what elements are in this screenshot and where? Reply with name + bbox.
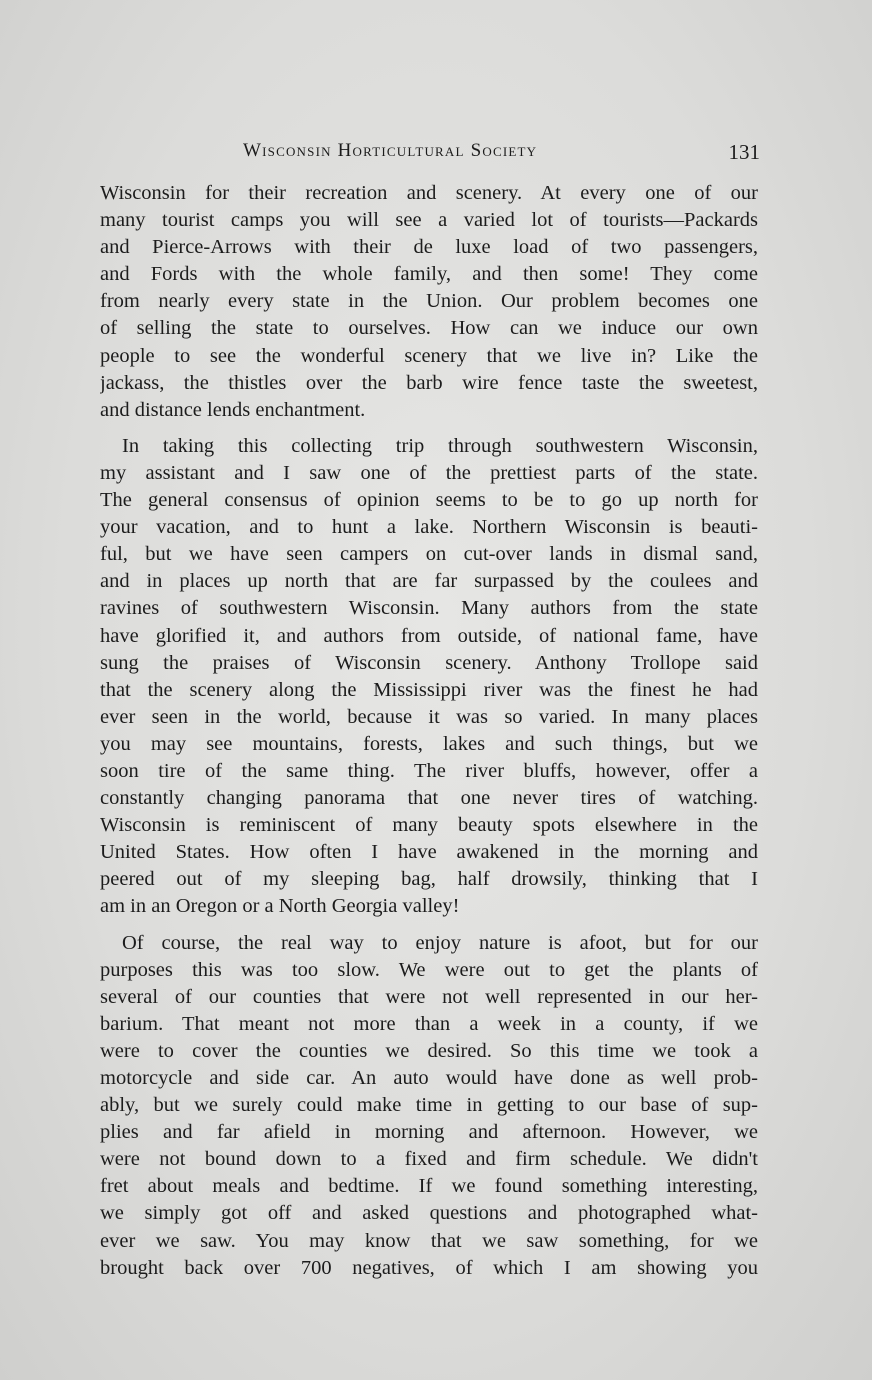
text-line: constantly changing panorama that one never tires of watching. — [100, 787, 758, 810]
paragraph-2 — [100, 433, 758, 921]
page-number: 131 — [728, 140, 760, 164]
text-line: several of our counties that were not well represented in our her- — [100, 985, 758, 1008]
text-line: brought back over 700 negatives, of which I am showing you — [100, 1256, 758, 1279]
text-line: In taking this collecting trip through southwestern Wisconsin, — [122, 434, 758, 457]
text-line: plies and far afield in morning and afternoon. However, we — [100, 1121, 758, 1144]
text-line: and Pierce-Arrows with their de luxe load of two passengers, — [100, 236, 758, 259]
body-text — [100, 180, 758, 1282]
text-line: and Fords with the whole family, and then some! They come — [100, 263, 758, 286]
text-line: barium. That meant not more than a week in a county, if we — [100, 1012, 758, 1035]
running-title: Wisconsin Horticultural Society — [243, 140, 538, 161]
text-line: am in an Oregon or a North Georgia valley! — [100, 895, 460, 918]
text-line: were not bound down to a fixed and firm schedule. We didn't — [100, 1148, 758, 1171]
text-line: people to see the wonderful scenery that we live in? Like the — [100, 344, 758, 367]
text-line: United States. How often I have awakened in the morning and — [100, 841, 758, 864]
text-line: peered out of my sleeping bag, half drowsily, thinking that I — [100, 868, 758, 891]
paragraph-1 — [100, 180, 758, 424]
text-line: soon tire of the same thing. The river bluffs, however, offer a — [100, 759, 758, 782]
text-line: purposes this was too slow. We were out to get the plants of — [100, 958, 758, 981]
text-line: many tourist camps you will see a varied lot of tourists—Packards — [100, 209, 758, 232]
paragraph-3 — [100, 930, 758, 1282]
text-line: Wisconsin for their recreation and scenery. At every one of our — [100, 182, 758, 204]
text-line: you may see mountains, forests, lakes and such things, but we — [100, 732, 758, 755]
text-line: your vacation, and to hunt a lake. Northern Wisconsin is beauti- — [100, 516, 758, 539]
text-line: jackass, the thistles over the barb wire fence taste the sweetest, — [100, 371, 758, 394]
text-line: The general consensus of opinion seems to be to go up north for — [100, 489, 758, 512]
text-line: ful, but we have seen campers on cut-over lands in dismal sand, — [100, 543, 758, 566]
text-line: my assistant and I saw one of the prettiest parts of the state. — [100, 461, 758, 484]
text-line: we simply got off and asked questions and photographed what- — [100, 1202, 758, 1225]
text-line: were to cover the counties we desired. So this time we took a — [100, 1039, 758, 1062]
text-line: ably, but we surely could make time in getting to our base of sup- — [100, 1094, 758, 1117]
text-line: motorcycle and side car. An auto would have done as well prob- — [100, 1067, 758, 1089]
text-line: and distance lends enchantment. — [100, 398, 366, 421]
text-line: Of course, the real way to enjoy nature is afoot, but for our — [122, 931, 758, 954]
text-line: from nearly every state in the Union. Our problem becomes one — [100, 290, 758, 313]
text-line: ever we saw. You may know that we saw something, for we — [100, 1229, 758, 1252]
text-line: Wisconsin is reminiscent of many beauty spots elsewhere in the — [100, 814, 758, 837]
text-line: and in places up north that are far surpassed by the coulees and — [100, 570, 758, 593]
text-line: sung the praises of Wisconsin scenery. Anthony Trollope said — [100, 651, 758, 674]
text-line: of selling the state to ourselves. How can we induce our own — [100, 317, 758, 340]
text-line: ravines of southwestern Wisconsin. Many authors from the state — [100, 597, 758, 620]
text-line: fret about meals and bedtime. If we found something interesting, — [100, 1175, 758, 1198]
running-header — [100, 140, 760, 168]
text-line: ever seen in the world, because it was so varied. In many places — [100, 705, 758, 728]
text-line: that the scenery along the Mississippi river was the finest he had — [100, 678, 758, 701]
text-line: have glorified it, and authors from outside, of national fame, have — [100, 624, 758, 647]
